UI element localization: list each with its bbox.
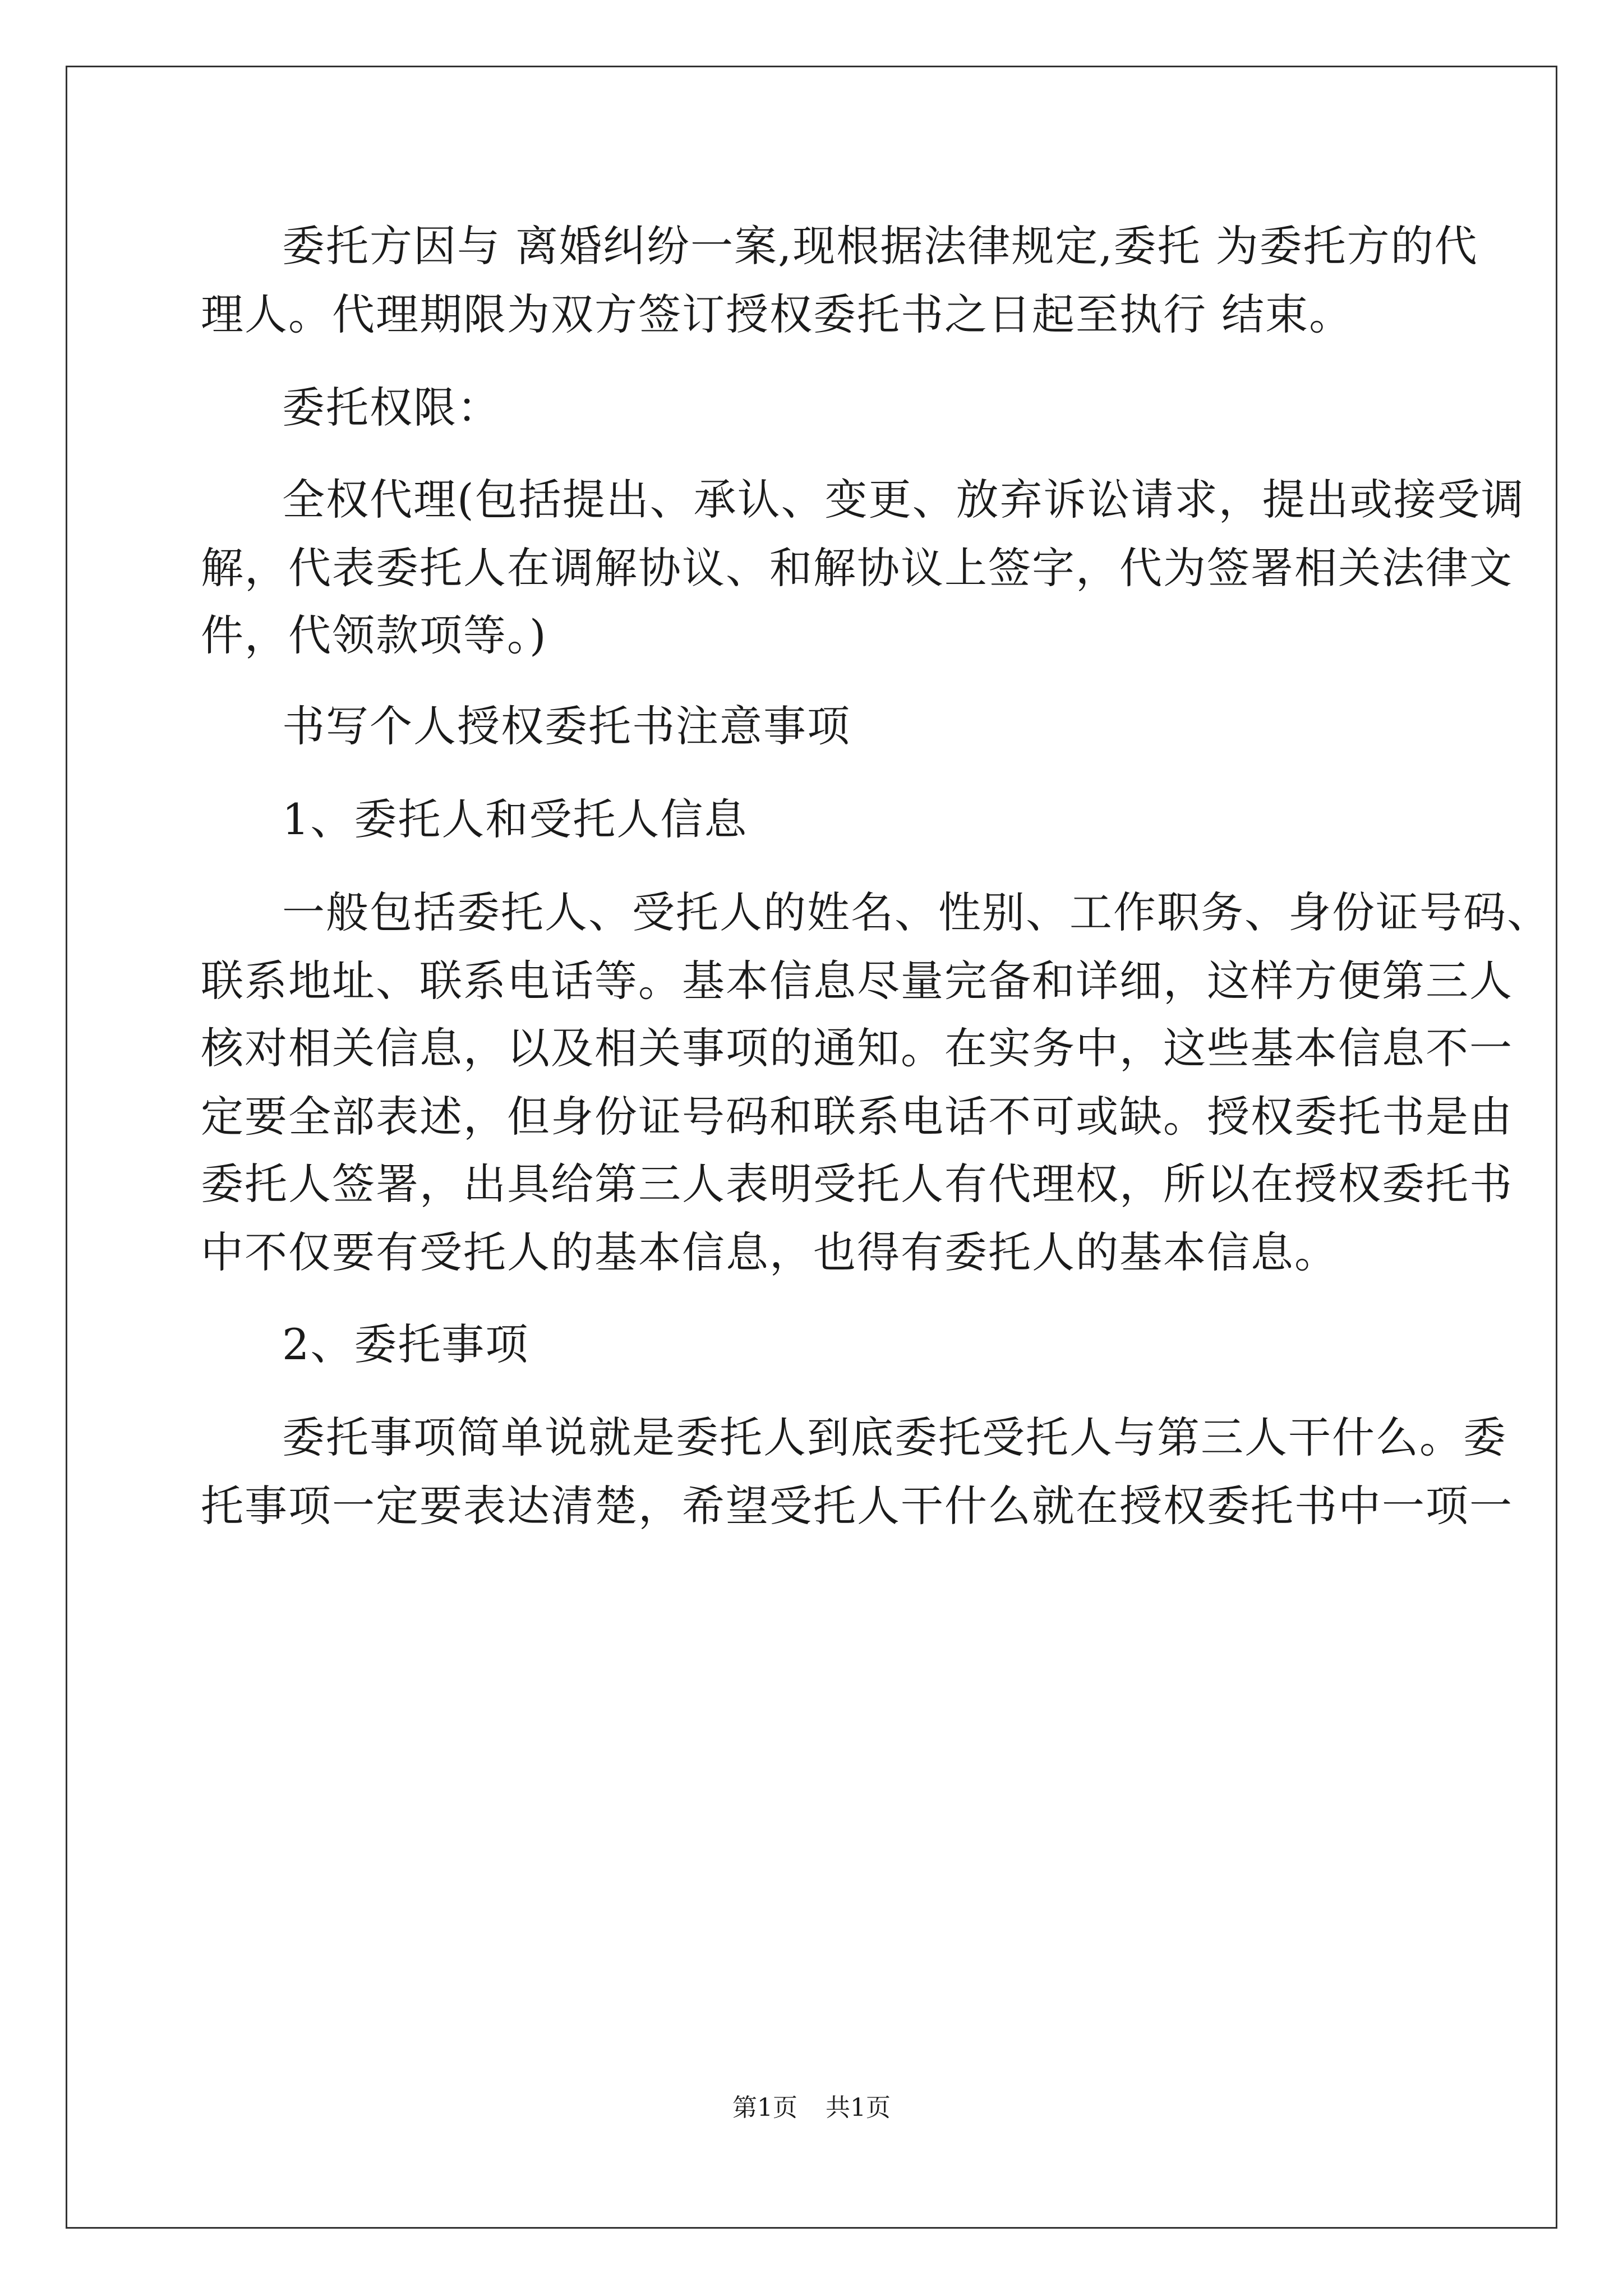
- paragraph-line: 中不仅要有受托人的基本信息，也得有委托人的基本信息。: [201, 1227, 1338, 1277]
- paragraph-line: 理人。代理期限为双方签订授权委托书之日起至执行 结束。: [201, 289, 1353, 339]
- paragraph-line: 一般包括委托人、受托人的姓名、性别、工作职务、身份证号码、: [282, 887, 1551, 937]
- section-heading: 书写个人授权委托书注意事项: [282, 701, 851, 751]
- paragraph-line: 全权代理(包括提出、承认、变更、放弃诉讼请求，提出或接受调: [282, 475, 1525, 524]
- page-footer: [0, 2091, 1623, 2125]
- page-number-current: 第1页: [732, 2093, 797, 2122]
- paragraph-line: 托事项一定要表达清楚，希望受托人干什么就在授权委托书中一项一: [201, 1481, 1513, 1531]
- paragraph-line: 解，代表委托人在调解协议、和解协议上签字，代为签署相关法律文: [201, 543, 1513, 593]
- paragraph-line: 件，代领款项等。): [201, 610, 547, 660]
- paragraph-line: 委托事项简单说就是委托人到底委托受托人与第三人干什么。委: [282, 1412, 1507, 1462]
- paragraph-line: 核对相关信息，以及相关事项的通知。在实务中，这些基本信息不一: [201, 1023, 1513, 1073]
- paragraph-line: 联系地址、联系电话等。基本信息尽量完备和详细，这样方便第三人: [201, 956, 1513, 1006]
- section-heading: 1、委托人和受托人信息: [282, 794, 748, 844]
- section-heading: 委托权限：: [282, 383, 501, 432]
- section-heading: 2、委托事项: [282, 1319, 529, 1369]
- paragraph-line: 委托人签署，出具给第三人表明受托人有代理权，所以在授权委托书: [201, 1159, 1513, 1209]
- paragraph-line: 委托方因与 离婚纠纷一案,现根据法律规定,委托 为委托方的代: [282, 221, 1478, 271]
- paragraph-line: 定要全部表述，但身份证号码和联系电话不可或缺。授权委托书是由: [201, 1092, 1513, 1142]
- page-number-total: 共1页: [826, 2093, 891, 2122]
